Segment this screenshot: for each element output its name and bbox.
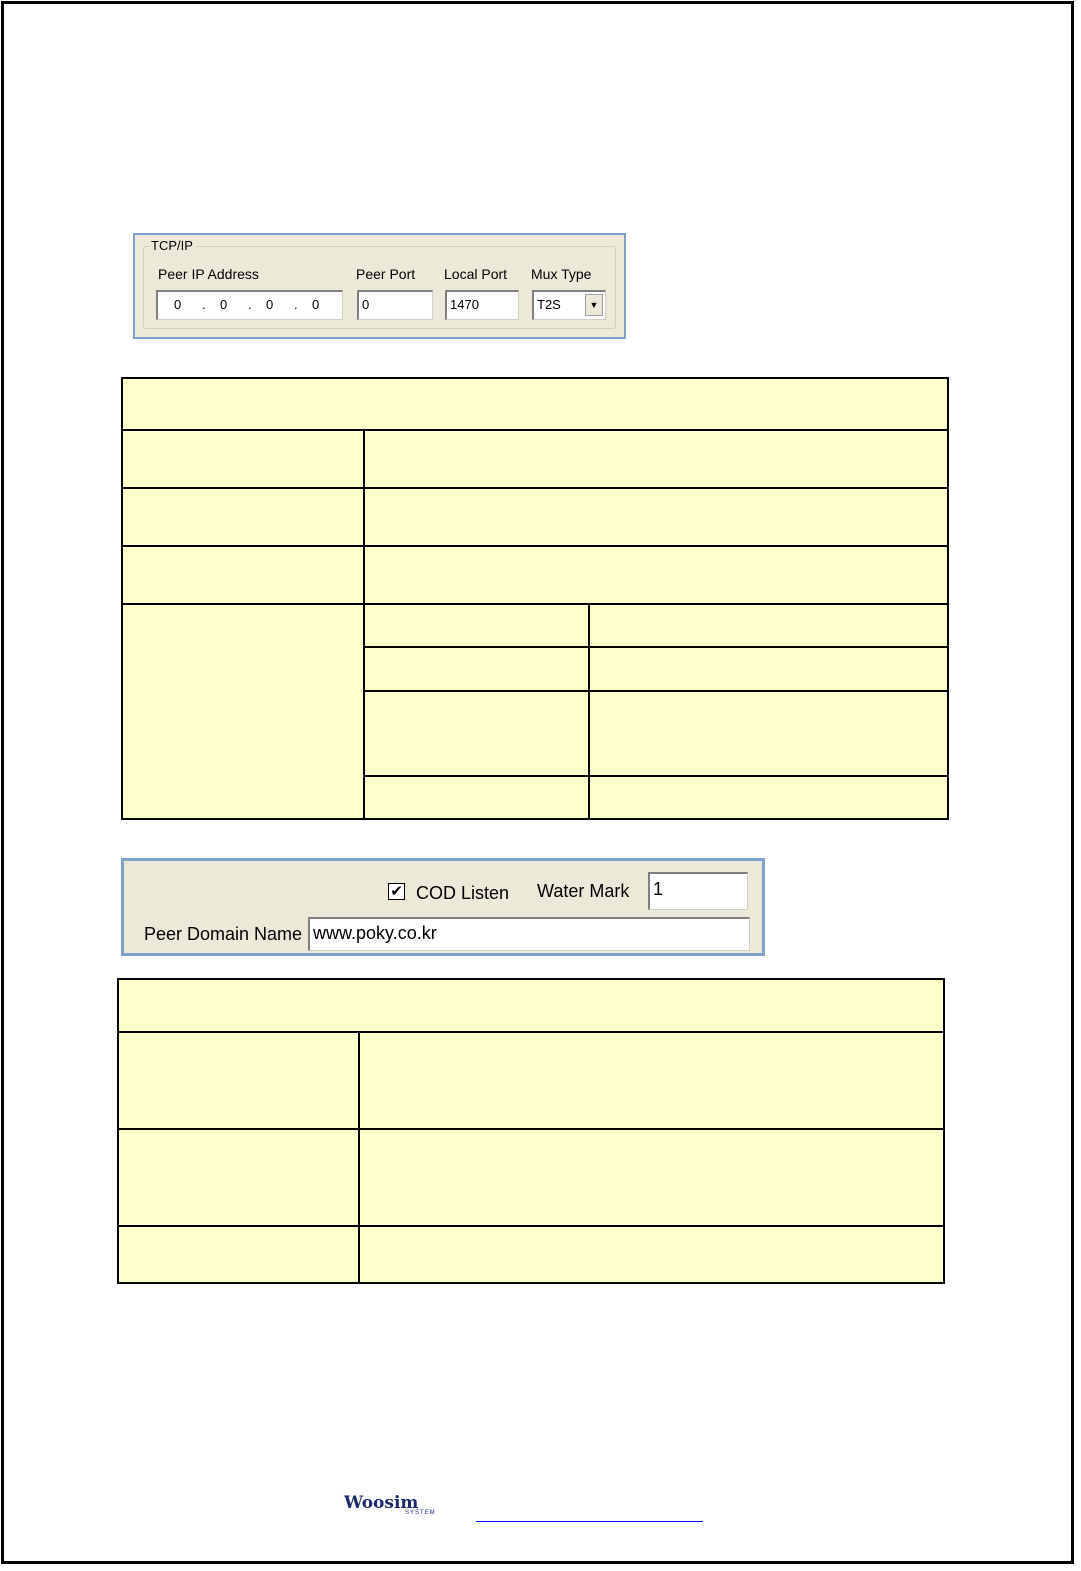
table-row-divider [123,487,947,489]
local-port-label: Local Port [444,266,508,282]
table-row-divider [119,1031,943,1033]
table-column-divider [358,1031,360,1282]
ip-dot-2: . [248,297,252,312]
table-row-divider [364,646,947,648]
table-row-divider [123,429,947,431]
peer-ip-input[interactable] [156,290,343,320]
water-mark-input[interactable]: 1 [648,872,748,910]
peer-domain-label: Peer Domain Name [144,924,303,944]
table-row-divider [123,603,947,605]
cod-listen-checkbox[interactable]: ✔ [388,883,405,900]
ip-dot-1: . [202,297,206,312]
table-column-divider [363,429,365,818]
peer-ip-label: Peer IP Address [158,266,259,282]
mux-type-value: T2S [537,297,561,312]
tcpip-group-title: TCP/IP [151,238,193,253]
ip-octet-1: 0 [174,297,182,312]
table-row-divider [119,1225,943,1227]
woosim-logo-subtext: SYSTEM [405,1510,436,1516]
local-port-input[interactable]: 1470 [445,290,519,320]
table-row-divider [364,775,947,777]
table-column-divider [588,603,590,818]
mux-type-select[interactable] [532,290,606,320]
cod-listen-label: COD Listen [416,883,510,903]
ip-octet-4: 0 [312,297,320,312]
ip-octet-2: 0 [220,297,228,312]
chevron-down-icon[interactable]: ▼ [585,294,603,316]
parameter-table-2 [117,978,945,1284]
ip-octet-3: 0 [266,297,274,312]
cod-settings-panel [121,858,765,956]
ip-dot-3: . [294,297,298,312]
table-row-divider [119,1128,943,1130]
water-mark-label: Water Mark [537,881,630,901]
woosim-logo: Woosim [344,1493,419,1513]
tcpip-settings-panel [133,233,626,339]
peer-port-label: Peer Port [356,266,416,282]
peer-domain-input[interactable]: www.poky.co.kr [308,917,750,951]
mux-type-label: Mux Type [531,266,592,282]
footer-link-underline[interactable] [476,1521,703,1522]
parameter-table-1 [121,377,949,820]
table-row-divider [123,545,947,547]
peer-port-input[interactable]: 0 [357,290,433,320]
table-row-divider [364,690,947,692]
